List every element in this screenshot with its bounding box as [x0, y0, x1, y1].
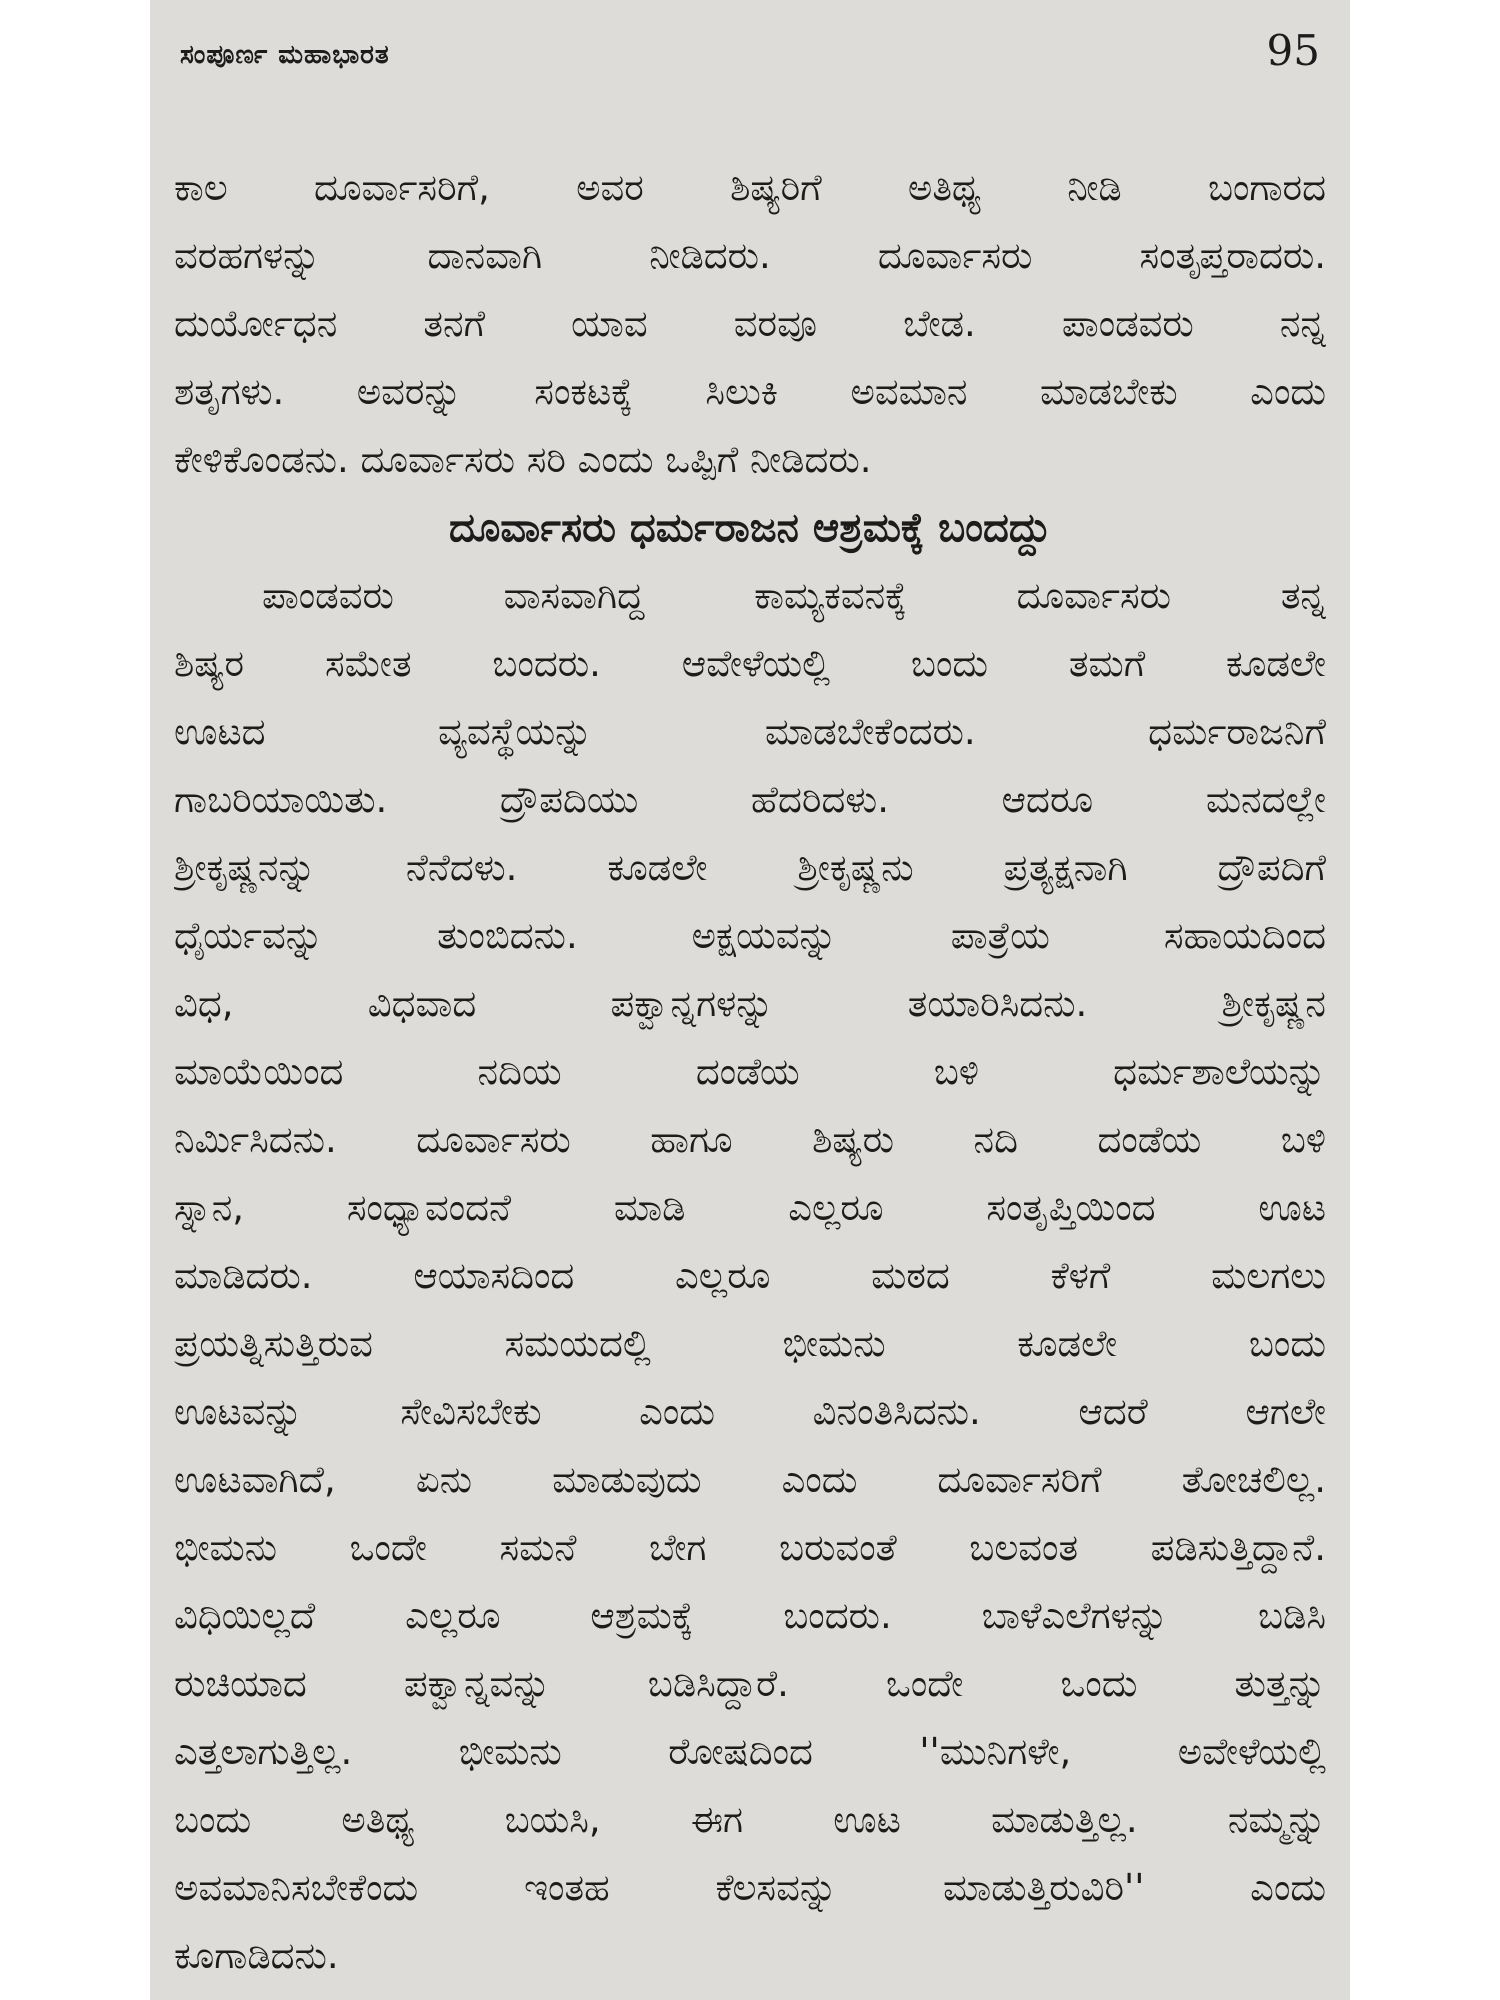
text-line: ದುರ್ಯೋಧನ ತನಗೆ ಯಾವ ವರವೂ ಬೇಡ. ಪಾಂಡವರು ನನ್ನ	[174, 302, 1326, 345]
text-line: ಸ್ನಾನ, ಸಂಧ್ಯಾವಂದನೆ ಮಾಡಿ ಎಲ್ಲರೂ ಸಂತೃಪ್ತಿಯಿಂದ ಊಟ	[174, 1186, 1326, 1229]
text-line: ಧೈರ್ಯವನ್ನು ತುಂಬಿದನು. ಅಕ್ಷಯವನ್ನು ಪಾತ್ರೆಯ ಸಹಾಯದಿಂದ	[174, 914, 1326, 957]
text-line: ಕಾಲ ದೂರ್ವಾಸರಿಗೆ, ಅವರ ಶಿಷ್ಯರಿಗೆ ಅತಿಥ್ಯ ನೀಡಿ ಬಂಗಾರದ	[174, 166, 1326, 209]
text-line: ವರಹಗಳನ್ನು ದಾನವಾಗಿ ನೀಡಿದರು. ದೂರ್ವಾಸರು ಸಂತೃಪ್ತರಾದರು.	[174, 234, 1326, 277]
text-line: ಶತೃಗಳು. ಅವರನ್ನು ಸಂಕಟಕ್ಕೆ ಸಿಲುಕಿ ಅವಮಾನ ಮಾಡಬೇಕು ಎಂದು	[174, 370, 1326, 413]
paragraph-2	[174, 562, 1326, 1990]
text-line: ಅವಮಾನಿಸಬೇಕೆಂದು ಇಂತಹ ಕೆಲಸವನ್ನು ಮಾಡುತ್ತಿರುವಿರಿ'' ಎಂದು	[174, 1866, 1326, 1909]
text-line: ರುಚಿಯಾದ ಪಕ್ವಾನ್ನವನ್ನು ಬಡಿಸಿದ್ದಾರೆ. ಒಂದೇ ಒಂದು ತುತ್ತನ್ನು	[174, 1662, 1326, 1705]
text-line: ಊಟದ ವ್ಯವಸ್ಥೆಯನ್ನು ಮಾಡಬೇಕೆಂದರು. ಧರ್ಮರಾಜನಿಗೆ	[174, 710, 1326, 753]
text-line: ಕೂಗಾಡಿದನು.	[174, 1934, 339, 1977]
text-line: ಊಟವನ್ನು ಸೇವಿಸಬೇಕು ಎಂದು ವಿನಂತಿಸಿದನು. ಆದರೆ ಆಗಲೇ	[174, 1390, 1326, 1433]
text-line: ವಿಧ, ವಿಧವಾದ ಪಕ್ವಾನ್ನಗಳನ್ನು ತಯಾರಿಸಿದನು. ಶ್ರೀಕೃಷ್ಣನ	[174, 982, 1326, 1025]
page-number: 95	[1266, 26, 1320, 75]
text-line: ಪಾಂಡವರು ವಾಸವಾಗಿದ್ದ ಕಾಮ್ಯಕವನಕ್ಕೆ ದೂರ್ವಾಸರು ತನ್ನ	[262, 574, 1326, 617]
text-line: ಕೇಳಿಕೊಂಡನು. ದೂರ್ವಾಸರು ಸರಿ ಎಂದು ಒಪ್ಪಿಗೆ ನೀಡಿದರು.	[174, 438, 872, 481]
text-line: ಶಿಷ್ಯರ ಸಮೇತ ಬಂದರು. ಆವೇಳೆಯಲ್ಲಿ ಬಂದು ತಮಗೆ ಕೂಡಲೇ	[174, 642, 1326, 685]
text-line: ಶ್ರೀಕೃಷ್ಣನನ್ನು ನೆನೆದಳು. ಕೂಡಲೇ ಶ್ರೀಕೃಷ್ಣನು ಪ್ರತ್ಯಕ್ಷನಾಗಿ ದ್ರೌಪದಿಗೆ	[174, 846, 1326, 889]
text-line: ಊಟವಾಗಿದೆ, ಏನು ಮಾಡುವುದು ಎಂದು ದೂರ್ವಾಸರಿಗೆ ತೋಚಲಿಲ್ಲ.	[174, 1458, 1326, 1501]
paragraph-1	[174, 154, 1326, 494]
text-line: ವಿಧಿಯಿಲ್ಲದೆ ಎಲ್ಲರೂ ಆಶ್ರಮಕ್ಕೆ ಬಂದರು. ಬಾಳೆಎಲೆಗಳನ್ನು ಬಡಿಸಿ	[174, 1594, 1326, 1637]
text-line: ಎತ್ತಲಾಗುತ್ತಿಲ್ಲ. ಭೀಮನು ರೋಷದಿಂದ ''ಮುನಿಗಳೇ, ಅವೇಳೆಯಲ್ಲಿ	[174, 1730, 1326, 1773]
text-line: ಗಾಬರಿಯಾಯಿತು. ದ್ರೌಪದಿಯು ಹೆದರಿದಳು. ಆದರೂ ಮನದಲ್ಲೇ	[174, 778, 1326, 821]
text-line: ಬಂದು ಅತಿಥ್ಯ ಬಯಸಿ, ಈಗ ಊಟ ಮಾಡುತ್ತಿಲ್ಲ. ನಮ್ಮನ್ನು	[174, 1798, 1326, 1841]
text-line: ಮಾಯೆಯಿಂದ ನದಿಯ ದಂಡೆಯ ಬಳಿ ಧರ್ಮಶಾಲೆಯನ್ನು	[174, 1050, 1326, 1093]
book-page	[150, 0, 1350, 2000]
running-title: ಸಂಪೂರ್ಣ ಮಹಾಭಾರತ	[180, 40, 390, 70]
section-heading: ದೂರ್ವಾಸರು ಧರ್ಮರಾಜನ ಆಶ್ರಮಕ್ಕೆ ಬಂದದ್ದು	[448, 505, 1052, 551]
text-line: ಮಾಡಿದರು. ಆಯಾಸದಿಂದ ಎಲ್ಲರೂ ಮಠದ ಕೆಳಗೆ ಮಲಗಲು	[174, 1254, 1326, 1297]
body-text	[174, 154, 1326, 1990]
text-line: ನಿರ್ಮಿಸಿದನು. ದೂರ್ವಾಸರು ಹಾಗೂ ಶಿಷ್ಯರು ನದಿ ದಂಡೆಯ ಬಳಿ	[174, 1118, 1326, 1161]
text-line: ಭೀಮನು ಒಂದೇ ಸಮನೆ ಬೇಗ ಬರುವಂತೆ ಬಲವಂತ ಪಡಿಸುತ್ತಿದ್ದಾನೆ.	[174, 1526, 1326, 1569]
text-line: ಪ್ರಯತ್ನಿಸುತ್ತಿರುವ ಸಮಯದಲ್ಲಿ ಭೀಮನು ಕೂಡಲೇ ಬಂದು	[174, 1322, 1326, 1365]
